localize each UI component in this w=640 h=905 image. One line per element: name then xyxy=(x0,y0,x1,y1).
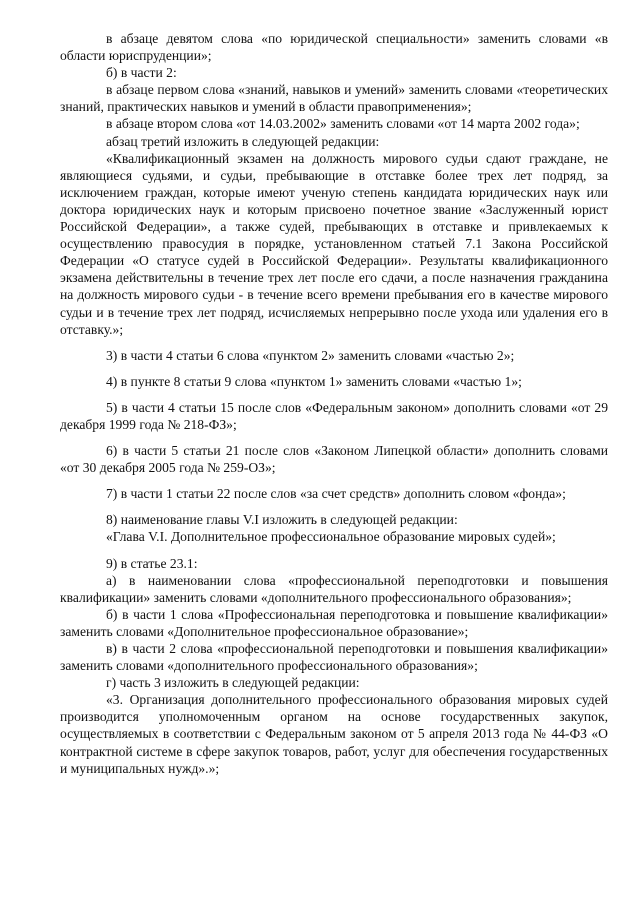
paragraph-9: 5) в части 4 статьи 15 после слов «Федеральным законом» дополнить словами «от 29 декабря 1999 года № 218-ФЗ»; xyxy=(60,399,608,432)
paragraph-7: 3) в части 4 статьи 6 слова «пунктом 2» заменить словами «частью 2»; xyxy=(106,347,515,363)
paragraph-17: в) в части 2 слова «профессиональной переподготовки и повышения квалификации» заменить словами «дополнительного профессионального образования»; xyxy=(60,641,608,674)
paragraph-2: б) в части 2: xyxy=(106,65,177,81)
paragraph-16: б) в части 1 слова «Профессиональная переподготовка и повышение квалификации» заменить словами «Дополнительное профессиональное образование»; xyxy=(60,606,608,639)
document-page xyxy=(60,30,608,777)
paragraph-8: 4) в пункте 8 статьи 9 слова «пунктом 1» заменить словами «частью 1»; xyxy=(106,373,522,389)
paragraph-3: в абзаце первом слова «знаний, навыков и умений» заменить словами «теоретических знаний, практических навыков и умений в области правоприменения»; xyxy=(60,82,608,115)
paragraph-18: г) часть 3 изложить в следующей редакции: xyxy=(106,675,360,691)
paragraph-11: 7) в части 1 статьи 22 после слов «за счет средств» дополнить словом «фонда»; xyxy=(106,486,566,502)
paragraph-14: 9) в статье 23.1: xyxy=(106,555,198,571)
paragraph-5: абзац третий изложить в следующей редакции: xyxy=(106,133,380,149)
paragraph-19: «3. Организация дополнительного профессионального образования мировых судей производится уполномоченным органом на основе государственных закупок, осуществляемых в соответствии с Федеральным законом от 5 апреля 2013 года № 44-ФЗ «О контрактной системе в сфере закупок товаров, работ, услуг для обеспечения государственных и муниципальных нужд».»; xyxy=(60,692,608,776)
paragraph-10: 6) в части 5 статьи 21 после слов «Законом Липецкой области» дополнить словами «от 30 декабря 2005 года № 259-ОЗ»; xyxy=(60,443,608,476)
paragraph-12: 8) наименование главы V.I изложить в следующей редакции: xyxy=(106,512,458,528)
paragraph-15: а) в наименовании слова «профессиональной переподготовки и повышения квалификации» заменить словами «дополнительного профессионального образования»; xyxy=(60,572,608,605)
paragraph-1: в абзаце девятом слова «по юридической специальности» заменить словами «в области юриспруденции»; xyxy=(60,31,608,64)
paragraph-4: в абзаце втором слова «от 14.03.2002» заменить словами «от 14 марта 2002 года»; xyxy=(106,116,580,132)
paragraph-13: «Глава V.I. Дополнительное профессиональное образование мировых судей»; xyxy=(106,529,556,545)
paragraph-6: «Квалификационный экзамен на должность мирового судьи сдают граждане, не являющиеся судьями, и судьи, пребывающие в отставке более трех лет подряд, за исключением граждан, которые имеют ученую степень кандидата юридических наук или доктора юридических наук и которым присвоено почетное звание «Заслуженный юрист Российской Федерации», а также судей, пребывающих в отставке и привлекаемых к осуществлению правосудия в порядке, установленном статьей 7.1 Закона Российской Федерации «О статусе судей в Российской Федерации». Результаты квалификационного экзамена действительны в течение трех лет после его сдачи, а после назначения гражданина на должность мирового судьи - в течение всего времени пребывания его в качестве мирового судьи и в течение трех лет подряд, исчисляемых непрерывно после ухода или удаления его в отставку.»; xyxy=(60,150,608,337)
